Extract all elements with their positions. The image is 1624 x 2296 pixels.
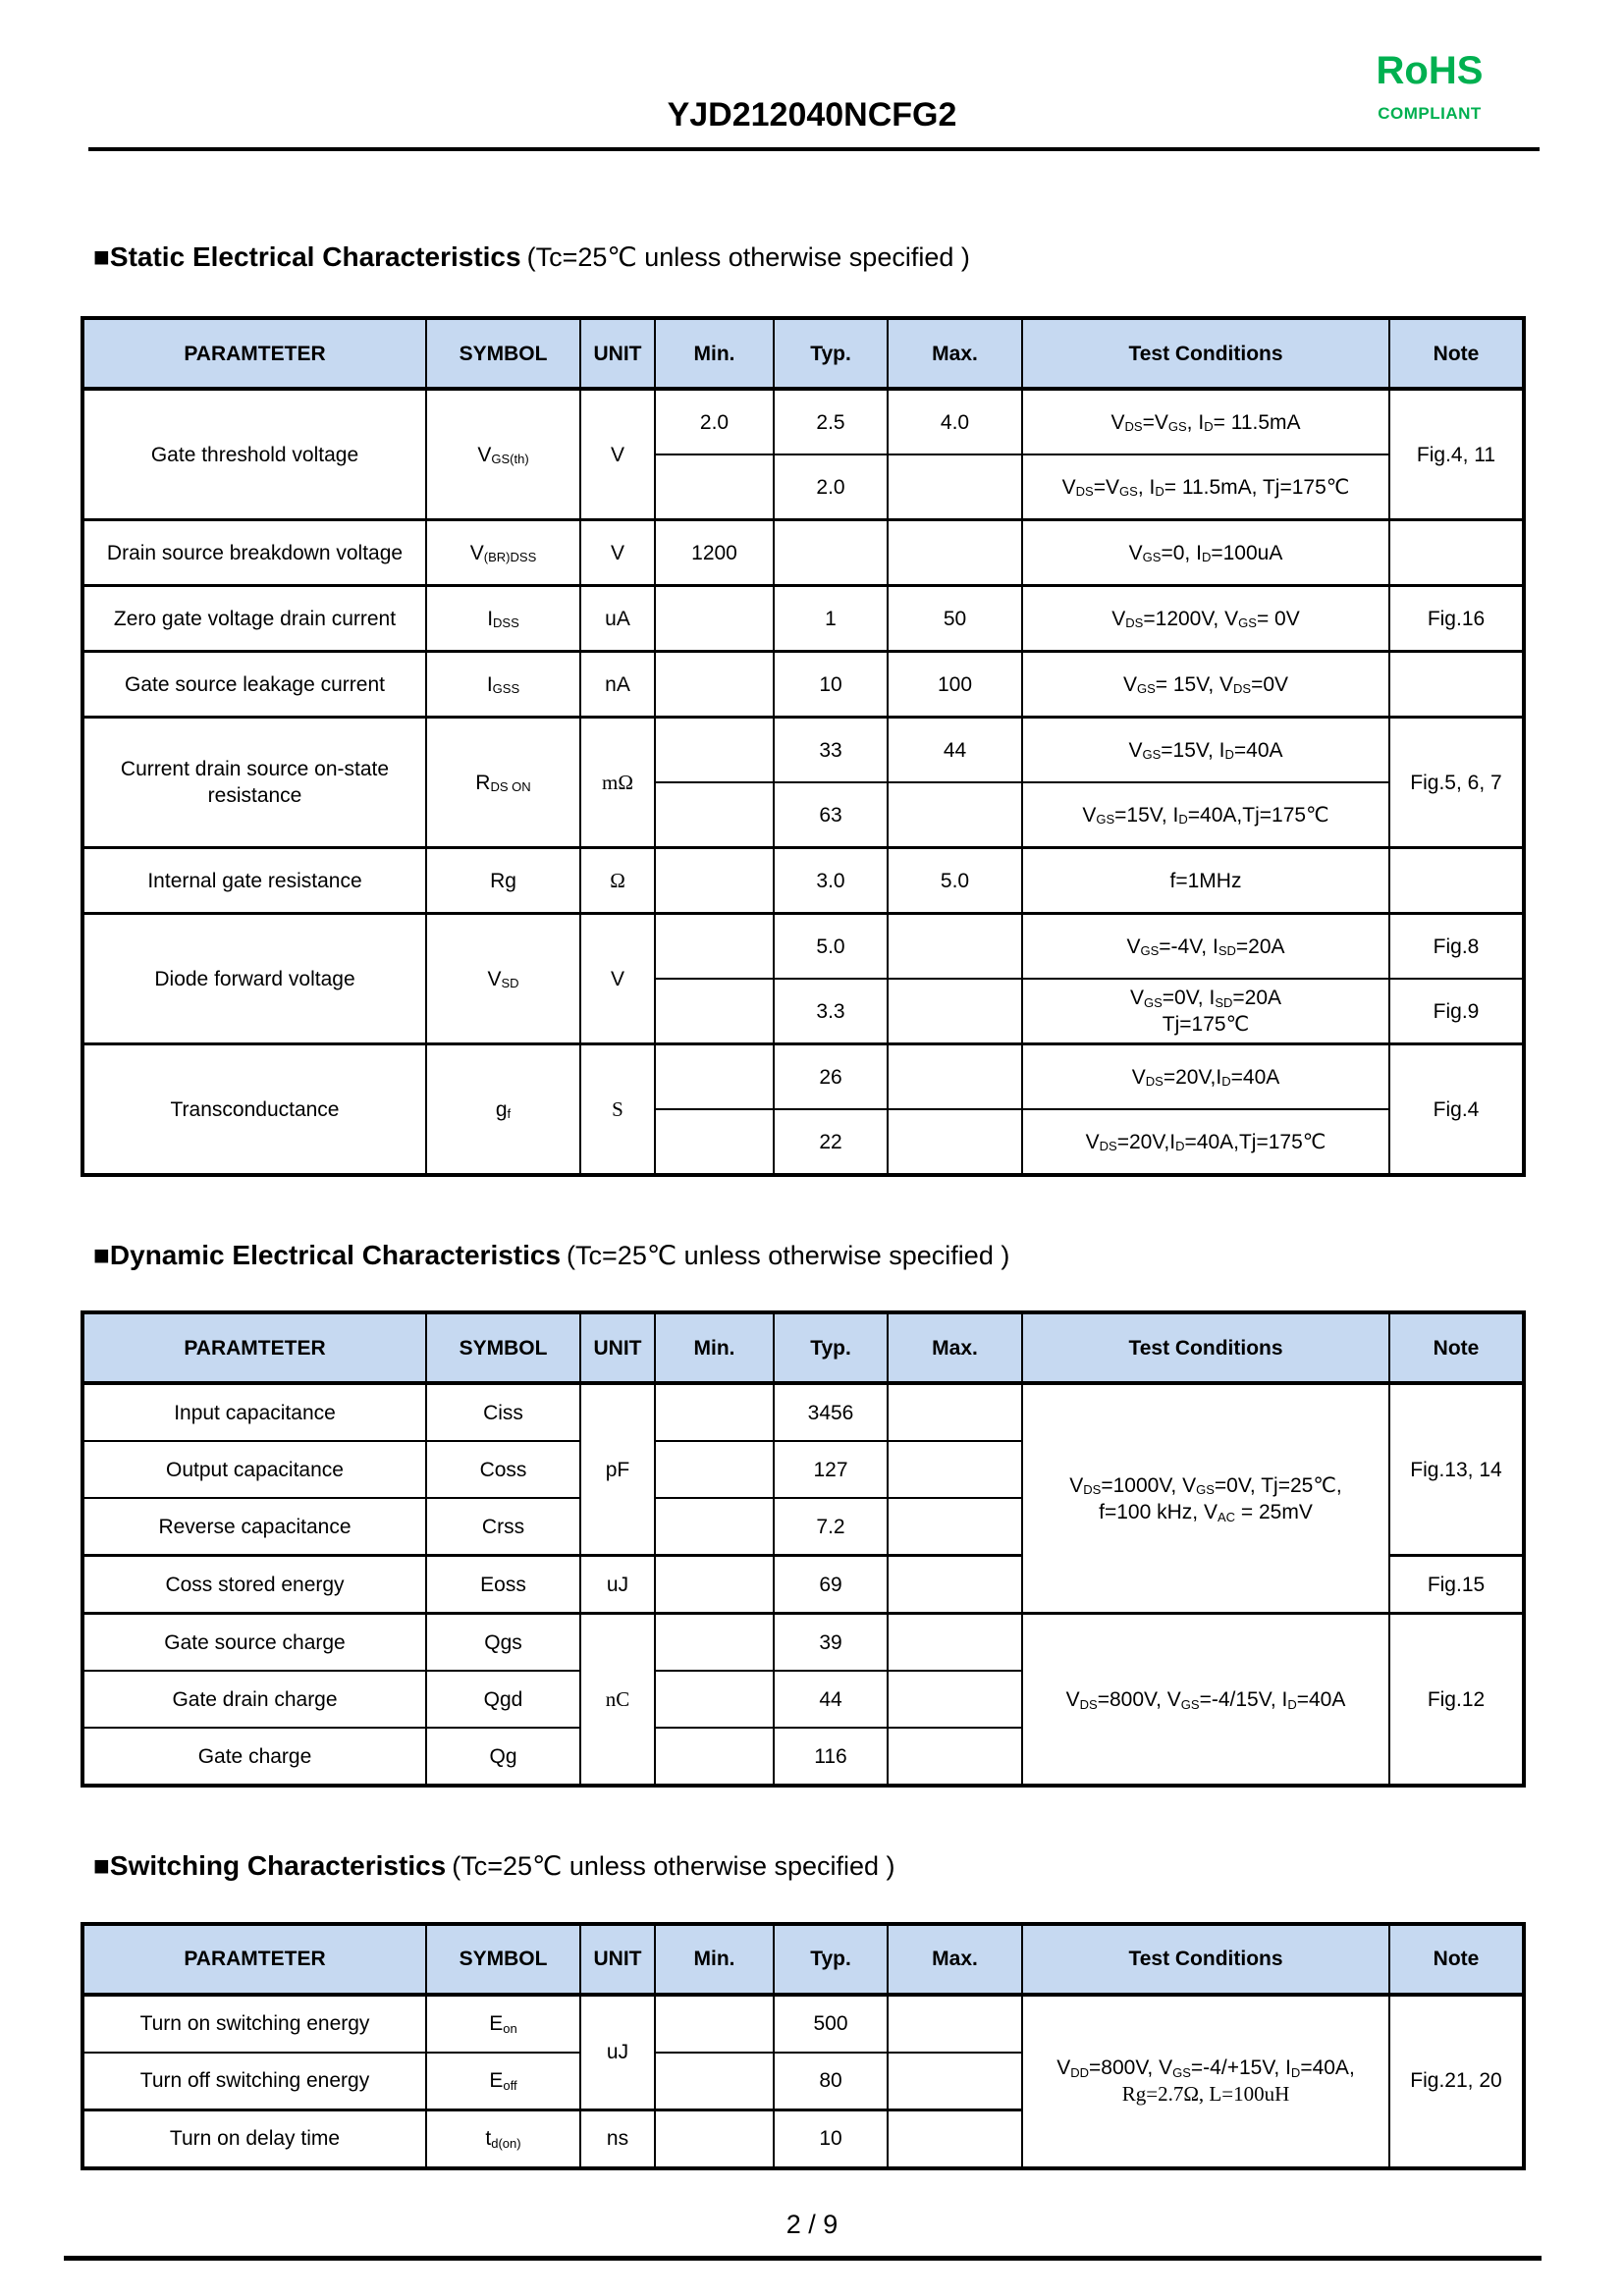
cell-max [888,1441,1022,1498]
cell-max [888,454,1022,520]
cell-symbol: Qg [426,1728,580,1786]
section-heading-dynamic-title: ■Dynamic Electrical Characteristics [93,1240,562,1271]
cell-unit: V [580,520,655,586]
cell-test [1022,1995,1389,2168]
cell-unit: uA [580,586,655,652]
cell-note: Fig.4 [1389,1044,1524,1176]
cell-unit: uJ [580,1995,655,2110]
header-rule [88,147,1540,151]
cell-typ: 33 [774,718,888,783]
col-header-symbol: SYMBOL [426,1924,580,1995]
cell-symbol: $t_{d(on)}$ [426,2109,580,2168]
cell-param: Internal gate resistance [82,848,426,914]
cell-param: Current drain source on-state resistance [82,718,426,848]
cell-param: Output capacitance [82,1441,426,1498]
dynamic-characteristics-table [81,1310,1526,1788]
table-header-row [82,1924,1524,1995]
cell-unit: ns [580,2109,655,2168]
cell-max: 5.0 [888,848,1022,914]
cell-min: 2.0 [655,389,774,454]
cell-max [888,1614,1022,1672]
cell-symbol: Coss [426,1441,580,1498]
table-row [82,1383,1524,1441]
cell-min [655,454,774,520]
col-header-min: Min. [655,1312,774,1383]
cell-max [888,1995,1022,2053]
table-row [82,652,1524,718]
cell-note: Fig.13, 14 [1389,1383,1524,1556]
cell-unit: nC [580,1614,655,1787]
cell-test: $V_{GS}= 15V$, $V_{DS}=0V$ [1022,652,1389,718]
cell-param: Gate drain charge [82,1671,426,1728]
cell-note: Fig.21, 20 [1389,1995,1524,2168]
section-heading-switching-title: ■Switching Characteristics [93,1850,447,1882]
cell-max [888,1498,1022,1556]
cell-test: $V_{DS}=20V,I_D=40A$ [1022,1044,1389,1110]
col-header-unit: UNIT [580,1924,655,1995]
cell-unit: V [580,389,655,520]
col-header-unit: UNIT [580,1312,655,1383]
cell-typ: 39 [774,1614,888,1672]
cell-symbol: $g_f$ [426,1044,580,1176]
cell-symbol: Ciss [426,1383,580,1441]
cell-min: 1200 [655,520,774,586]
cell-test: $V_{GS}=15V$, $I_D=40A$ [1022,718,1389,783]
table-row [82,848,1524,914]
cell-max [888,914,1022,980]
table-row [82,1614,1524,1672]
table-row [82,1995,1524,2053]
cell-unit: uJ [580,1556,655,1614]
cell-typ: 10 [774,2109,888,2168]
cell-max: 44 [888,718,1022,783]
cell-param: Turn on delay time [82,2109,426,2168]
cell-unit: S [580,1044,655,1176]
cell-max [888,1383,1022,1441]
cell-param: Zero gate voltage drain current [82,586,426,652]
cell-symbol: $I_{DSS}$ [426,586,580,652]
cell-typ: 500 [774,1995,888,2053]
cell-note: Fig.8 [1389,914,1524,980]
section-heading-static-title: ■Static Electrical Characteristics [93,241,521,272]
cell-param: Drain source breakdown voltage [82,520,426,586]
cell-min [655,1109,774,1175]
cell-min [655,1498,774,1556]
cell-max [888,1044,1022,1110]
cell-typ: 69 [774,1556,888,1614]
cell-test: $V_{GS}=0$, $I_D=100uA$ [1022,520,1389,586]
cell-symbol: Eoss [426,1556,580,1614]
cell-min [655,1044,774,1110]
cell-typ: 22 [774,1109,888,1175]
cell-typ: 5.0 [774,914,888,980]
cell-symbol: $E_{off}$ [426,2053,580,2110]
section-heading-static-note: (Tc=25℃ unless otherwise specified ) [526,242,970,272]
cell-min [655,1383,774,1441]
page-number: 2 / 9 [785,2209,839,2239]
cell-note: Fig.16 [1389,586,1524,652]
cell-typ: 2.5 [774,389,888,454]
cell-test: $V_{DS}=1000V$, $V_{GS}=0V$, Tj=25℃, f=100 kHz, $V_{AC} = 25mV$ [1022,1383,1389,1614]
cell-min [655,1441,774,1498]
cell-test: $V_{GS}=15V$, $I_D=40A,Tj=175℃$ [1022,782,1389,848]
col-header-max: Max. [888,318,1022,389]
col-header-test-conditions: Test Conditions [1022,318,1389,389]
cell-max [888,1109,1022,1175]
cell-test: $V_{GS}=0V$, $I_{SD}=20A$ Tj=175℃ [1022,979,1389,1044]
table-row [82,520,1524,586]
cell-param: Turn on switching energy [82,1995,426,2053]
section-heading-switching-note: (Tc=25℃ unless otherwise specified ) [452,1851,895,1882]
cell-param: Gate source leakage current [82,652,426,718]
cell-max: 50 [888,586,1022,652]
col-header-parameter: PARAMTETER [82,1312,426,1383]
static-characteristics-table [81,316,1526,1177]
cell-min [655,782,774,848]
cell-param: Gate source charge [82,1614,426,1672]
cell-note [1389,652,1524,718]
cell-note [1389,520,1524,586]
cell-typ: 2.0 [774,454,888,520]
section-heading-dynamic-note: (Tc=25℃ unless otherwise specified ) [567,1241,1010,1271]
cell-param: Turn off switching energy [82,2053,426,2110]
col-header-min: Min. [655,318,774,389]
section-heading-switching [93,1850,1565,1882]
cell-max [888,1728,1022,1786]
cell-note: Fig.4, 11 [1389,389,1524,520]
cell-test: f=1MHz [1022,848,1389,914]
cell-min [655,1728,774,1786]
col-header-symbol: SYMBOL [426,1312,580,1383]
cell-min [655,652,774,718]
cell-min [655,848,774,914]
cell-param: Reverse capacitance [82,1498,426,1556]
switching-characteristics-table [81,1922,1526,2170]
col-header-note: Note [1389,318,1524,389]
col-header-parameter: PARAMTETER [82,318,426,389]
cell-param: Coss stored energy [82,1556,426,1614]
page-title: YJD212040NCFG2 [667,96,957,133]
cell-min [655,2053,774,2110]
footer-rule [64,2256,1542,2261]
cell-param: Gate charge [82,1728,426,1786]
cell-symbol: Qgs [426,1614,580,1672]
cell-typ: 63 [774,782,888,848]
cell-symbol: Crss [426,1498,580,1556]
table-row [82,389,1524,454]
cell-typ: 7.2 [774,1498,888,1556]
cell-typ: 44 [774,1671,888,1728]
cell-min [655,914,774,980]
cell-max [888,2109,1022,2168]
cell-min [655,1671,774,1728]
col-header-symbol: SYMBOL [426,318,580,389]
cell-note [1389,848,1524,914]
section-heading-static [93,241,1565,273]
document-header [0,0,1624,155]
cell-symbol: $V_{(BR)DSS}$ [426,520,580,586]
cell-min [655,718,774,783]
cell-max [888,1671,1022,1728]
cell-symbol: $V_{GS(th)}$ [426,389,580,520]
table-header-row [82,318,1524,389]
cell-typ: 116 [774,1728,888,1786]
cell-note: Fig.5, 6, 7 [1389,718,1524,848]
cell-test: $V_{DS}=800V$, $V_{GS}=-4/15V$, $I_D=40A$ [1022,1614,1389,1787]
col-header-unit: UNIT [580,318,655,389]
rohs-text: RoHS [1376,49,1484,92]
cell-param: Diode forward voltage [82,914,426,1044]
cell-unit: mΩ [580,718,655,848]
table-row [82,914,1524,980]
cell-param: Input capacitance [82,1383,426,1441]
cell-test: $V_{GS}=-4V$, $I_{SD}=20A$ [1022,914,1389,980]
cell-test: $V_{DS}=V_{GS}$, $I_D= 11.5mA$, Tj=175℃ [1022,454,1389,520]
cell-typ: 127 [774,1441,888,1498]
cell-min [655,1995,774,2053]
col-header-min: Min. [655,1924,774,1995]
col-header-max: Max. [888,1312,1022,1383]
cell-symbol: Rg [426,848,580,914]
section-heading-dynamic [93,1240,1565,1271]
cell-symbol: Qgd [426,1671,580,1728]
test-condition-line: $V_{DD}=800V$, $V_{GS}=-4/+15V$, $I_D=40A$, [1056,2056,1355,2080]
cell-min [655,1556,774,1614]
cell-typ: 1 [774,586,888,652]
cell-max [888,1556,1022,1614]
cell-min [655,586,774,652]
cell-symbol: $V_{SD}$ [426,914,580,1044]
col-header-max: Max. [888,1924,1022,1995]
table-row [82,586,1524,652]
cell-min [655,2109,774,2168]
cell-test: $V_{DS}=1200V$, $V_{GS}= 0V$ [1022,586,1389,652]
cell-unit: pF [580,1383,655,1556]
cell-max [888,979,1022,1044]
cell-min [655,979,774,1044]
cell-symbol: $R_{DS ON}$ [426,718,580,848]
table-row [82,1044,1524,1110]
col-header-typ: Typ. [774,318,888,389]
cell-note: Fig.12 [1389,1614,1524,1787]
cell-typ: 3.0 [774,848,888,914]
col-header-note: Note [1389,1924,1524,1995]
test-condition-line: Rg=2.7Ω, L=100uH [1121,2082,1290,2107]
cell-typ: 3456 [774,1383,888,1441]
cell-max [888,520,1022,586]
col-header-test-conditions: Test Conditions [1022,1924,1389,1995]
cell-typ: 26 [774,1044,888,1110]
cell-symbol: $E_{on}$ [426,1995,580,2053]
cell-note: Fig.9 [1389,979,1524,1044]
col-header-typ: Typ. [774,1924,888,1995]
table-row [82,718,1524,783]
cell-unit: V [580,914,655,1044]
cell-max: 4.0 [888,389,1022,454]
cell-symbol: $I_{GSS}$ [426,652,580,718]
cell-unit: Ω [580,848,655,914]
cell-min [655,1614,774,1672]
cell-test: $V_{DS}=20V,I_D=40A,Tj=175℃$ [1022,1109,1389,1175]
cell-max [888,2053,1022,2110]
cell-note: Fig.15 [1389,1556,1524,1614]
cell-typ: 80 [774,2053,888,2110]
cell-typ [774,520,888,586]
rohs-compliant-text: COMPLIANT [1378,104,1482,123]
col-header-test-conditions: Test Conditions [1022,1312,1389,1383]
cell-param: Transconductance [82,1044,426,1176]
table-header-row [82,1312,1524,1383]
cell-typ: 10 [774,652,888,718]
cell-unit: nA [580,652,655,718]
rohs-badge [1351,51,1508,124]
col-header-parameter: PARAMTETER [82,1924,426,1995]
col-header-typ: Typ. [774,1312,888,1383]
cell-typ: 3.3 [774,979,888,1044]
cell-max [888,782,1022,848]
cell-param: Gate threshold voltage [82,389,426,520]
col-header-note: Note [1389,1312,1524,1383]
cell-test: $V_{DS}=V_{GS}$, $I_D= 11.5mA$ [1022,389,1389,454]
cell-max: 100 [888,652,1022,718]
